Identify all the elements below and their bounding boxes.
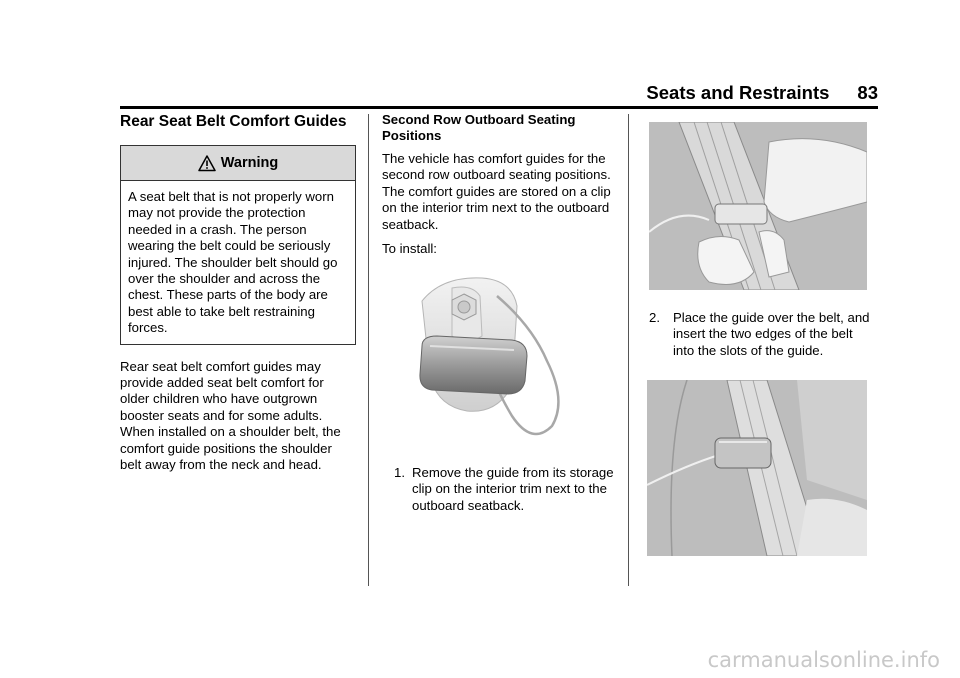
watermark: carmanualsonline.info	[707, 648, 940, 672]
subheading: Second Row Outboard Seating Positions	[382, 112, 576, 143]
comfort-guide-clip-illustration	[382, 266, 614, 456]
step-1-number: 1.	[394, 465, 405, 480]
page-header	[0, 82, 878, 104]
warning-text: A seat belt that is not properly worn may not provide the protection needed in a crash. The person wearing the belt could be seriously injured. The shoulder belt should go over the shoulder and across the chest. These parts of the body are best able to take belt restraining forces.	[128, 189, 338, 336]
warning-box	[120, 145, 356, 345]
step-2-number: 2.	[649, 310, 660, 325]
middle-column	[382, 112, 616, 257]
guide-installed-illustration	[647, 380, 867, 556]
to-install-label: To install:	[382, 241, 437, 257]
step-1-text: Remove the guide from its storage clip on the interior trim next to the outboard seatback.	[412, 465, 614, 513]
step-2	[649, 310, 877, 359]
column-divider-2	[628, 114, 629, 586]
step-2-text: Place the guide over the belt, and insert the two edges of the belt into the slots of the guide.	[673, 310, 870, 358]
step-1	[394, 465, 616, 514]
column-divider-1	[368, 114, 369, 586]
place-guide-illustration	[649, 122, 867, 290]
warning-triangle-icon	[198, 155, 216, 172]
warning-header	[121, 146, 355, 181]
header-rule	[120, 106, 878, 109]
left-column	[120, 112, 356, 474]
intro-paragraph: The vehicle has comfort guides for the second row outboard seating positions. The comfort guides are stored on a clip on the interior trim next to the outboard seatback.	[382, 151, 611, 232]
page-number: 83	[857, 82, 878, 103]
body-paragraph: Rear seat belt comfort guides may provide added seat belt comfort for older children who have outgrown booster seats and for some adults. When installed on a shoulder belt, the comfort guide positions the shoulder belt away from the neck and head.	[120, 358, 341, 473]
warning-label: Warning	[220, 155, 279, 171]
section-heading: Rear Seat Belt Comfort Guides	[120, 113, 347, 130]
section-title-header: Seats and Restraints	[646, 82, 830, 103]
